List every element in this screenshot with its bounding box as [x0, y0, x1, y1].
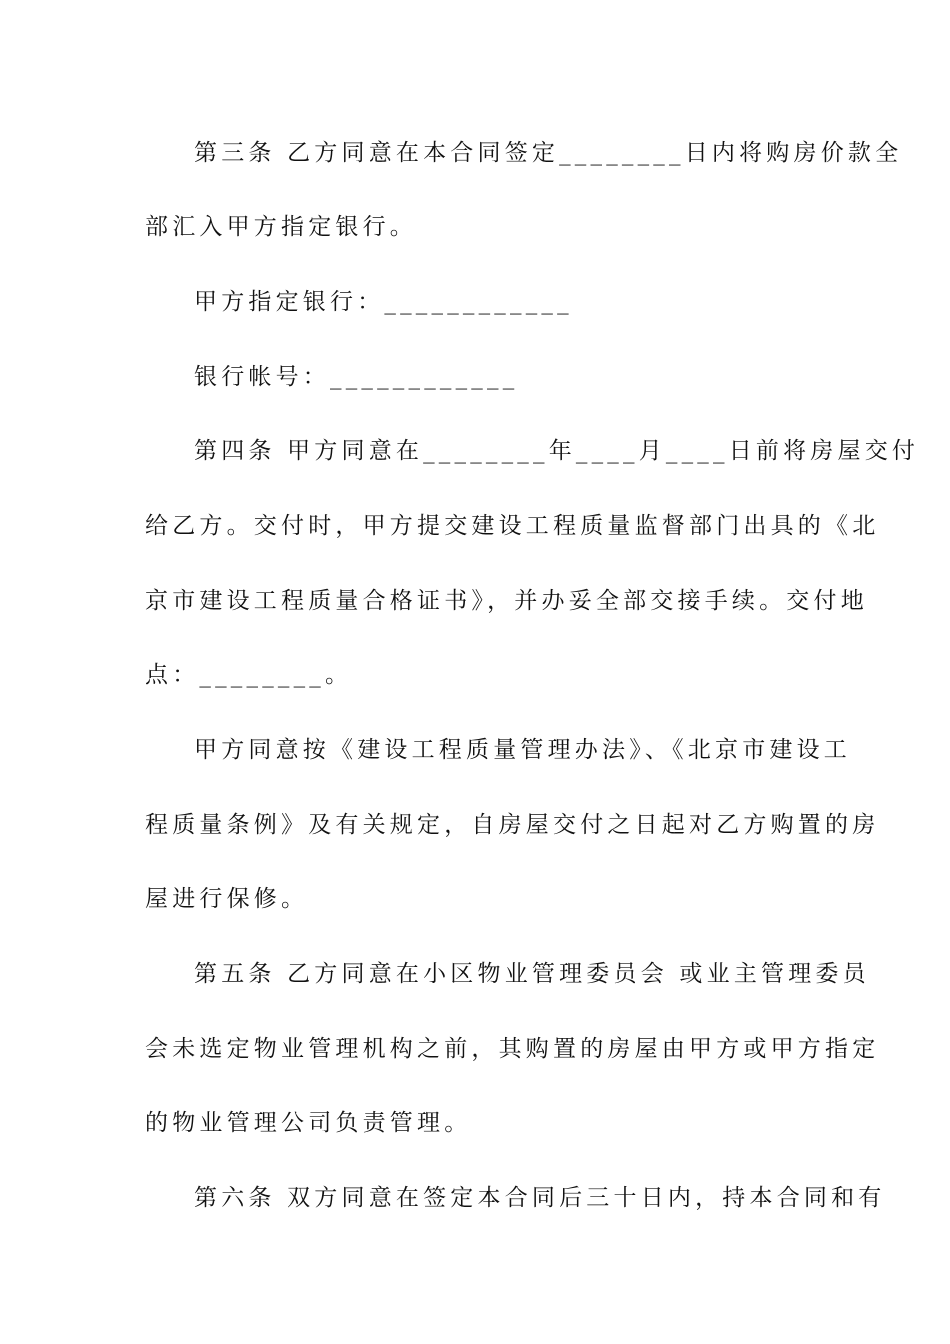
text-line: 给乙方。交付时，甲方提交建设工程质量监督部门出具的《北 — [145, 513, 880, 539]
text-line: 第三条 乙方同意在本合同签定________日内将购房价款全 — [194, 140, 903, 166]
text-line: 程质量条例》及有关规定，自房屋交付之日起对乙方购置的房 — [145, 812, 880, 838]
text-line: 第四条 甲方同意在________年____月____日前将房屋交付 — [194, 438, 920, 464]
text-line: 的物业管理公司负责管理。 — [145, 1110, 472, 1136]
text-line: 甲方指定银行：____________ — [194, 289, 573, 315]
text-line: 点：________。 — [145, 662, 353, 688]
text-line: 部汇入甲方指定银行。 — [145, 214, 417, 240]
text-line: 银行帐号：____________ — [194, 364, 519, 390]
text-line: 甲方同意按《建设工程质量管理办法》、《北京市建设工 — [194, 737, 851, 763]
text-line: 屋进行保修。 — [145, 886, 309, 912]
text-line: 会未选定物业管理机构之前，其购置的房屋由甲方或甲方指定 — [145, 1036, 880, 1062]
text-line: 京市建设工程质量合格证书》，并办妥全部交接手续。交付地 — [145, 588, 868, 614]
text-line: 第六条 双方同意在签定本合同后三十日内，持本合同和有 — [194, 1185, 886, 1211]
text-line: 第五条 乙方同意在小区物业管理委员会 或业主管理委员 — [194, 961, 870, 987]
